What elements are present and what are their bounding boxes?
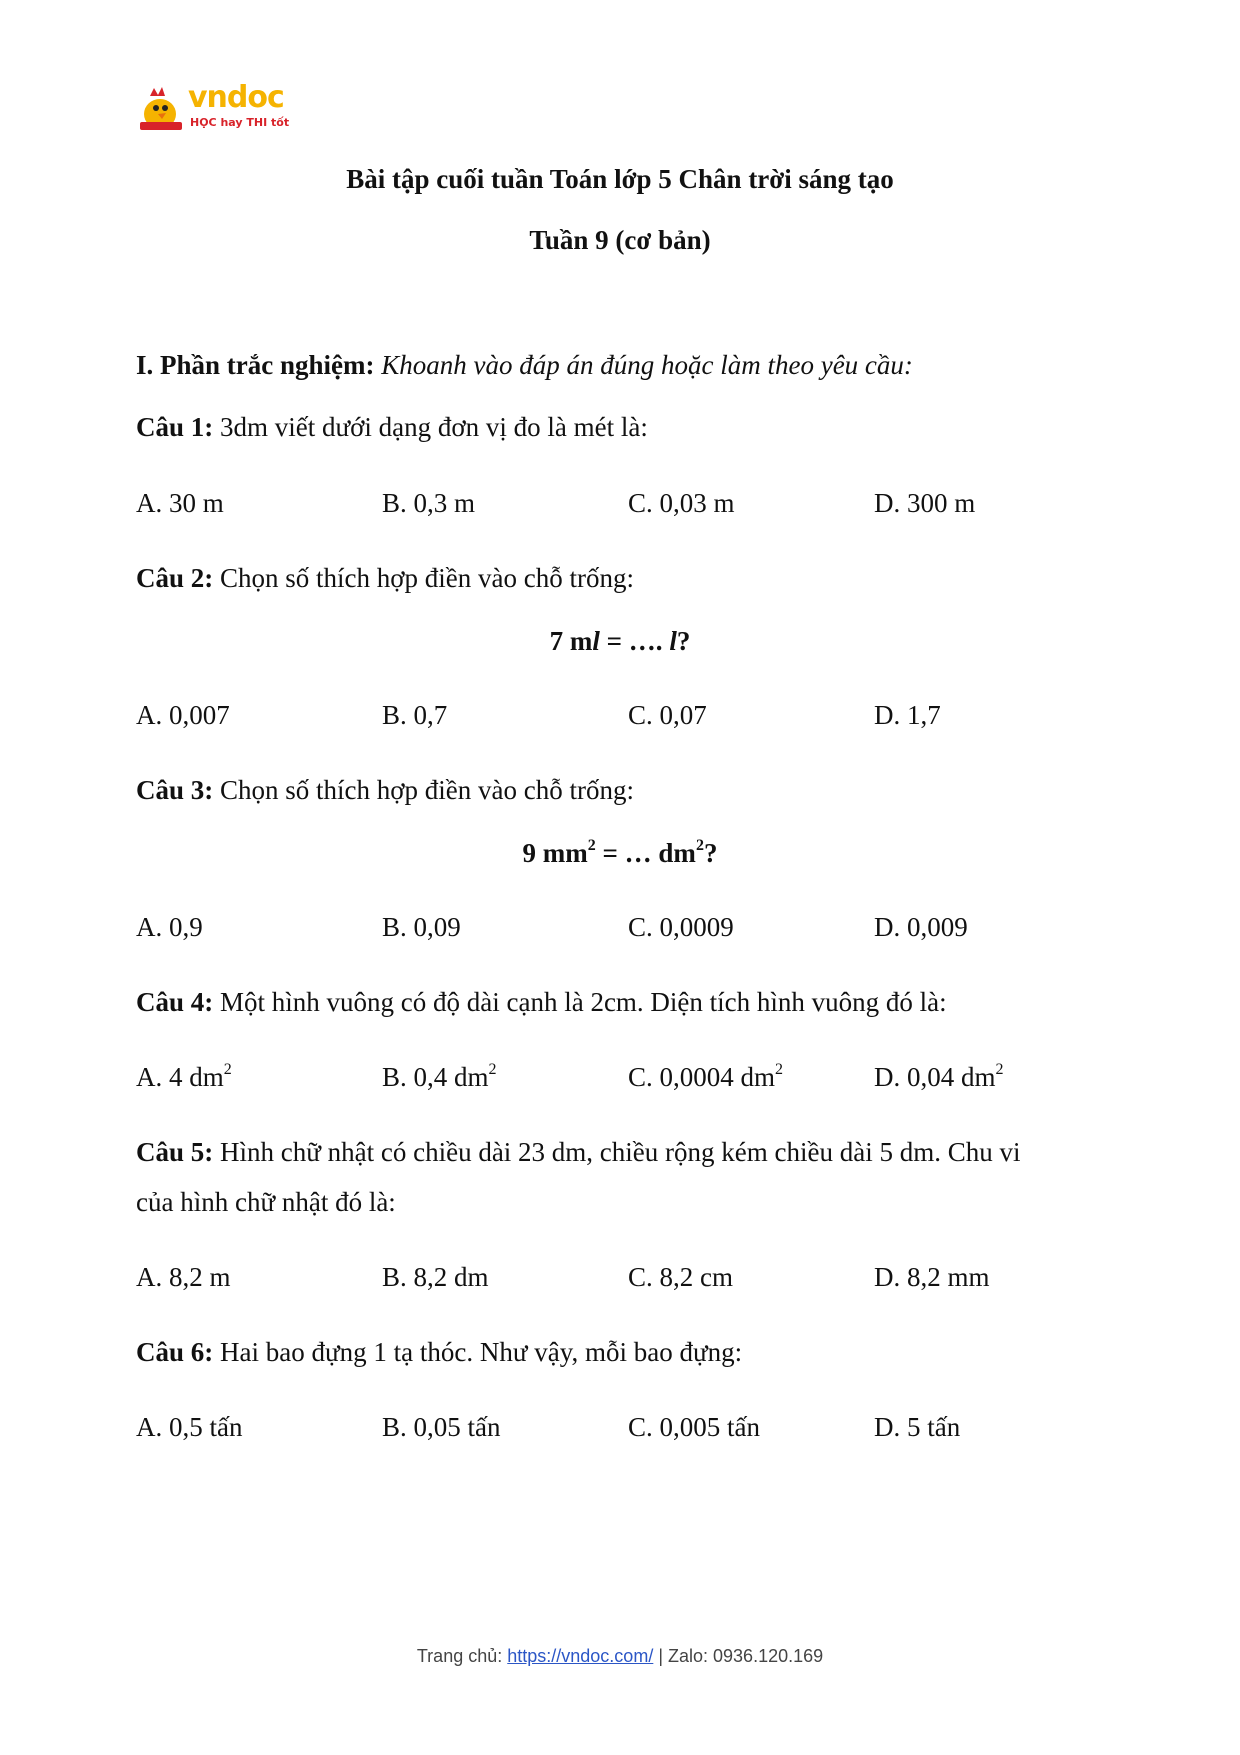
- q3-formula: 9 $mm^2$ = … $dm^2$?: [522, 837, 718, 868]
- question-label: Câu 6:: [136, 1337, 214, 1367]
- question-text: Chọn số thích hợp điền vào chỗ trống:: [220, 563, 634, 593]
- q6-option-d[interactable]: D. 5 tấn: [874, 1412, 961, 1442]
- q1-option-c[interactable]: C. 0,03 m: [628, 488, 735, 518]
- question-label: Câu 5:: [136, 1137, 214, 1167]
- question-label: Câu 3:: [136, 775, 214, 805]
- q2-option-d[interactable]: D. 1,7: [874, 700, 941, 730]
- q4-option-d[interactable]: D. 0,04 $dm^2$: [874, 1061, 1004, 1092]
- q6-option-b[interactable]: B. 0,05 tấn: [382, 1412, 501, 1442]
- logo-brand: vndoc: [188, 80, 284, 115]
- logo-tagline: HỌC hay THI tốt: [190, 116, 290, 129]
- question-5-cont: của hình chữ nhật đó là:: [136, 1187, 396, 1217]
- question-label: Câu 4:: [136, 987, 214, 1017]
- footer-contact: | Zalo: 0936.120.169: [653, 1646, 824, 1666]
- question-label: Câu 2:: [136, 563, 214, 593]
- question-5: [136, 1137, 1020, 1168]
- q1-option-d[interactable]: D. 300 m: [874, 488, 976, 518]
- section-label: I. Phần trắc nghiệm:: [136, 350, 375, 380]
- q2-formula: 7 ml = …. l?: [549, 626, 691, 656]
- page-footer: [0, 1646, 1240, 1667]
- q2-option-c[interactable]: C. 0,07: [628, 700, 707, 730]
- question-text: Hai bao đựng 1 tạ thóc. Như vậy, mỗi bao đựng:: [220, 1337, 743, 1367]
- vndoc-logo: [136, 80, 296, 138]
- q2-option-b[interactable]: B. 0,7: [382, 700, 448, 730]
- q5-option-b[interactable]: B. 8,2 dm: [382, 1262, 489, 1292]
- question-text: 3dm viết dưới dạng đơn vị đo là mét là:: [220, 412, 648, 442]
- question-1: [136, 412, 648, 443]
- page-title: Bài tập cuối tuần Toán lớp 5 Chân trời sáng tạo: [346, 164, 894, 194]
- section-heading: [136, 350, 913, 381]
- q1-option-b[interactable]: B. 0,3 m: [382, 488, 476, 518]
- q3-option-b[interactable]: B. 0,09: [382, 912, 461, 942]
- page-subtitle: Tuần 9 (cơ bản): [529, 225, 711, 255]
- footer-prefix: Trang chủ:: [416, 1646, 508, 1666]
- question-text: Hình chữ nhật có chiều dài 23 dm, chiều rộng kém chiều dài 5 dm. Chu vi: [220, 1137, 1021, 1167]
- q5-option-a[interactable]: A. 8,2 m: [136, 1262, 231, 1292]
- q4-option-b[interactable]: B. 0,4 $dm^2$: [382, 1061, 497, 1092]
- question-text: Một hình vuông có độ dài cạnh là 2cm. Diện tích hình vuông đó là:: [220, 987, 947, 1017]
- question-text: Chọn số thích hợp điền vào chỗ trống:: [220, 775, 634, 805]
- q1-option-a[interactable]: A. 30 m: [136, 488, 224, 518]
- chicken-mascot-icon: [136, 86, 186, 134]
- q3-option-c[interactable]: C. 0,0009: [628, 912, 734, 942]
- question-4: [136, 987, 947, 1018]
- q6-option-c[interactable]: C. 0,005 tấn: [628, 1412, 760, 1442]
- q2-option-a[interactable]: A. 0,007: [136, 700, 230, 730]
- q5-option-d[interactable]: D. 8,2 mm: [874, 1262, 990, 1292]
- question-2: [136, 563, 634, 594]
- question-6: [136, 1337, 742, 1368]
- section-instruction: Khoanh vào đáp án đúng hoặc làm theo yêu cầu:: [381, 350, 913, 380]
- q5-option-c[interactable]: C. 8,2 cm: [628, 1262, 733, 1292]
- question-label: Câu 1:: [136, 412, 214, 442]
- q3-option-a[interactable]: A. 0,9: [136, 912, 203, 942]
- homepage-link[interactable]: https://vndoc.com/: [507, 1646, 654, 1666]
- q4-option-a[interactable]: A. 4 $dm^2$: [136, 1061, 232, 1092]
- question-3: [136, 775, 634, 806]
- q4-option-c[interactable]: C. 0,0004 $dm^2$: [628, 1061, 784, 1092]
- q3-option-d[interactable]: D. 0,009: [874, 912, 968, 942]
- q6-option-a[interactable]: A. 0,5 tấn: [136, 1412, 243, 1442]
